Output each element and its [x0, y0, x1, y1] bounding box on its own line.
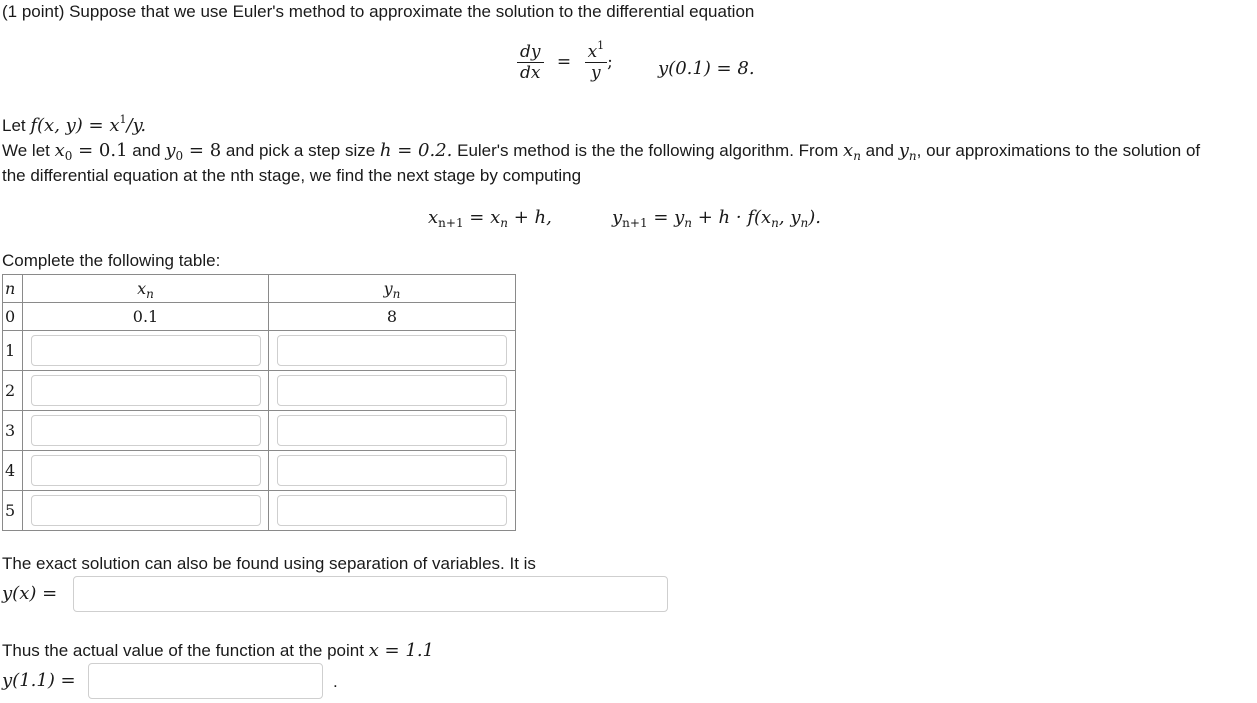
- x-next-rhs-sub: n: [500, 216, 508, 230]
- row-n: 1: [3, 331, 23, 371]
- header-x-var: x: [137, 279, 147, 298]
- x-next-formula: [428, 207, 552, 228]
- table-row: [3, 411, 516, 451]
- xn-sub: n: [853, 149, 861, 163]
- ode-equals: =: [556, 52, 572, 72]
- y-cell: [269, 451, 516, 491]
- ode-semicolon: ;: [607, 52, 613, 72]
- problem-intro: (1 point) Suppose that we use Euler's method to approximate the solution to the differential equation: [2, 2, 755, 21]
- table-row: [3, 331, 516, 371]
- x-cell: [23, 371, 269, 411]
- y0-val: = 8: [183, 140, 222, 161]
- table-row: [3, 451, 516, 491]
- ode-lhs-den: dx: [520, 63, 541, 83]
- y2-input[interactable]: [277, 375, 507, 406]
- row-n: 2: [3, 371, 23, 411]
- table-prompt: Complete the following table:: [2, 251, 221, 270]
- row-n: 5: [3, 491, 23, 531]
- actual-value-input[interactable]: [88, 663, 323, 699]
- y-next-var: y: [612, 207, 623, 228]
- y-next-sub: n+1: [622, 216, 648, 230]
- setup-text-4: Euler's method is the the following algorithm. From: [452, 141, 844, 160]
- setup-text-3: and pick a step size: [221, 141, 380, 160]
- x-cell: [23, 331, 269, 371]
- table-row: [3, 303, 516, 331]
- ode-equation: [517, 39, 613, 83]
- exact-solution-label: y(x) =: [2, 583, 58, 604]
- actual-value-label: y(1.1) =: [2, 670, 76, 691]
- actual-value-text: [2, 640, 434, 661]
- y-next-formula: [612, 207, 821, 228]
- header-xn: [23, 275, 269, 303]
- let-f-prefix: Let: [2, 116, 31, 135]
- row0-x-value: 0.1: [23, 303, 269, 331]
- y-next-rhs-sub3: n: [800, 216, 809, 230]
- y-next-rhs-d: ).: [808, 207, 821, 228]
- initial-condition: y(0.1) = 8.: [658, 58, 755, 79]
- y5-input[interactable]: [277, 495, 507, 526]
- x5-input[interactable]: [31, 495, 261, 526]
- setup-text-5: and: [860, 141, 899, 160]
- header-y-sub: n: [392, 287, 401, 301]
- y3-input[interactable]: [277, 415, 507, 446]
- x-next-rhs-a: = x: [463, 207, 501, 228]
- x-cell: [23, 491, 269, 531]
- yn-sub: n: [908, 149, 917, 163]
- y-next-rhs-sub: n: [684, 216, 693, 230]
- exact-solution-text: The exact solution can also be found using separation of variables. It is: [2, 554, 536, 573]
- y4-input[interactable]: [277, 455, 507, 486]
- x-next-sub: n+1: [438, 216, 464, 230]
- row0-y-value: 8: [269, 303, 516, 331]
- y1-input[interactable]: [277, 335, 507, 366]
- ode-lhs-num: dy: [517, 42, 544, 63]
- setup-line-2: the differential equation at the nth stage, we find the next stage by computing: [2, 166, 582, 185]
- y0-var: y: [165, 140, 176, 161]
- x1-input[interactable]: [31, 335, 261, 366]
- table-row: [3, 491, 516, 531]
- y-cell: [269, 491, 516, 531]
- yn-var: y: [898, 140, 909, 161]
- x4-input[interactable]: [31, 455, 261, 486]
- table-row: [3, 371, 516, 411]
- ode-rhs-fraction: [585, 39, 608, 83]
- let-f-suffix: /y.: [126, 115, 147, 136]
- ode-lhs-fraction: [517, 42, 544, 83]
- x3-input[interactable]: [31, 415, 261, 446]
- y-cell: [269, 411, 516, 451]
- x-next-rhs-b: + h,: [508, 207, 552, 228]
- x0-val: = 0.1: [72, 140, 128, 161]
- let-f-math: f(x, y) = x: [30, 115, 120, 136]
- x-cell: [23, 451, 269, 491]
- euler-table: [2, 274, 516, 531]
- row-n: 4: [3, 451, 23, 491]
- y-cell: [269, 331, 516, 371]
- y-next-rhs-sub2: n: [771, 216, 779, 230]
- x0-var: x: [54, 140, 65, 161]
- x2-input[interactable]: [31, 375, 261, 406]
- table-header-row: [3, 275, 516, 303]
- header-y-var: y: [383, 279, 393, 298]
- ode-rhs-den: y: [591, 63, 601, 83]
- row-n: 3: [3, 411, 23, 451]
- header-n: n: [3, 275, 23, 303]
- x-cell: [23, 411, 269, 451]
- let-f-line: [2, 115, 146, 136]
- let-f-exp: 1: [119, 113, 127, 126]
- setup-text-6: , our approximations to the solution of: [916, 141, 1201, 160]
- actual-value-point: x = 1.1: [368, 640, 434, 661]
- x-next-var: x: [428, 207, 439, 228]
- y-next-rhs-c: , y: [778, 207, 801, 228]
- actual-value-prompt: Thus the actual value of the function at the point: [2, 641, 369, 660]
- y-next-rhs-b: + h · f(x: [692, 207, 772, 228]
- actual-value-period: .: [333, 672, 338, 691]
- setup-text-1: We let: [2, 141, 55, 160]
- x0-sub: 0: [64, 149, 73, 163]
- h-equation: h = 0.2.: [379, 140, 453, 161]
- y0-sub: 0: [175, 149, 184, 163]
- header-x-sub: n: [146, 287, 154, 301]
- header-yn: [269, 275, 516, 303]
- setup-text-2: and: [127, 141, 166, 160]
- row-n: 0: [3, 303, 23, 331]
- setup-line-1: [2, 140, 1200, 161]
- y-cell: [269, 371, 516, 411]
- ode-rhs-num-base: x: [587, 42, 598, 62]
- y-next-rhs-a: = y: [647, 207, 685, 228]
- exact-solution-input[interactable]: [73, 576, 668, 612]
- ode-rhs-num-exp: 1: [597, 39, 605, 52]
- xn-var: x: [843, 140, 854, 161]
